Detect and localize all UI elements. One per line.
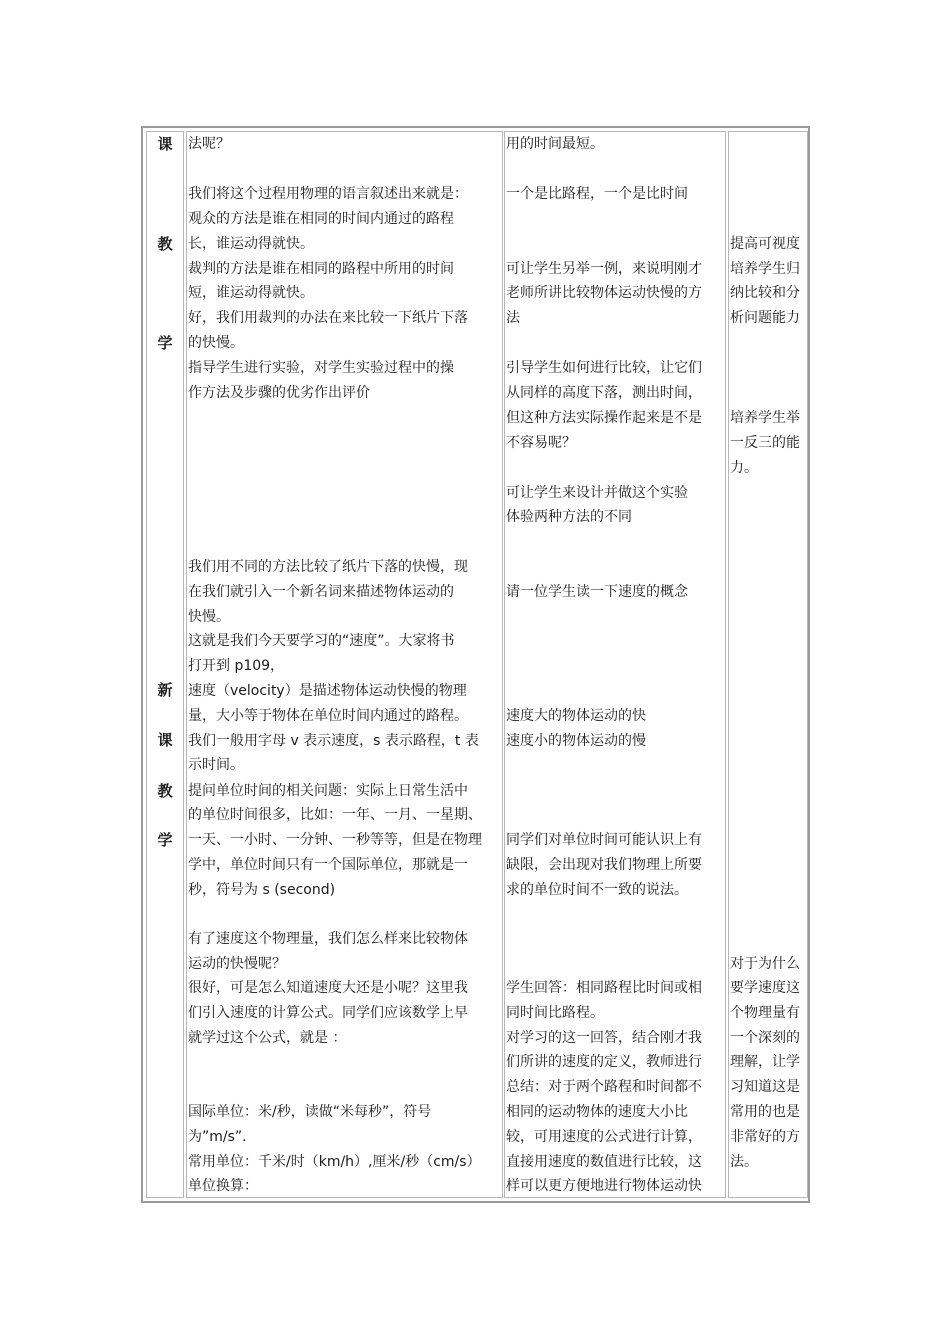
activity-line: 引导学生如何进行比较，让它们: [506, 360, 702, 376]
lesson-plan-table: [141, 126, 810, 1203]
activity-line: 总结：对于两个路程和时间都不: [506, 1079, 702, 1095]
content-line: 长，谁运动得就快。: [188, 236, 314, 252]
content-line: 我们将这个过程用物理的语言叙述出来就是：: [188, 186, 468, 202]
intent-line: 常用的也是: [730, 1104, 800, 1120]
content-line: 裁判的方法是谁在相同的路程中所用的时间: [188, 261, 454, 277]
content-line: 这就是我们今天要学习的“速度”。大家将书: [188, 633, 455, 649]
content-line: 的快慢。: [188, 335, 244, 351]
intent-line: 提高可视度: [730, 236, 800, 252]
activity-line: 可让学生另举一例，来说明刚才: [506, 261, 702, 277]
intent-line: 培养学生归: [730, 261, 800, 277]
intent-line: 力。: [730, 460, 758, 476]
section-label: 课: [157, 731, 173, 749]
teaching-content-column: [186, 131, 503, 1198]
intent-line: 一反三的能: [730, 435, 800, 451]
content-line: 观众的方法是谁在相同的时间内通过的路程: [188, 211, 454, 227]
content-line: 短，谁运动得就快。: [188, 285, 314, 301]
content-line: 很好，可是怎么知道速度大还是小呢？这里我: [188, 980, 468, 996]
content-line: 快慢。: [188, 609, 230, 625]
intent-line: 个物理量有: [730, 1005, 800, 1021]
content-line: 在我们就引入一个新名词来描述物体运动的: [188, 584, 454, 600]
content-line: 单位换算：: [188, 1178, 258, 1194]
activity-line: 缺限，会出现对我们物理上所要: [506, 857, 702, 873]
content-line: 就学过这个公式，就是 ：: [188, 1030, 347, 1046]
content-line: 一天、一小时、一分钟、一秒等等，但是在物理: [188, 832, 482, 848]
intent-line: 要学速度这: [730, 980, 800, 996]
activity-line: 求的单位时间不一致的说法。: [506, 882, 688, 898]
intent-line: 对于为什么: [730, 956, 800, 972]
section-label: 教: [157, 782, 173, 800]
intent-line: 法。: [730, 1154, 758, 1170]
content-line: 速度（velocity）是描述物体运动快慢的物理: [188, 683, 467, 699]
intent-line: 析问题能力: [730, 310, 800, 326]
content-line: 的单位时间很多，比如：一年、一月、一星期、: [188, 807, 482, 823]
section-label: 学: [157, 831, 173, 849]
section-label: 课: [157, 135, 173, 153]
content-line: 作方法及步骤的优劣作出评价: [188, 385, 370, 401]
activity-line: 请一位学生读一下速度的概念: [506, 584, 688, 600]
activity-line: 用的时间最短。: [506, 136, 604, 152]
content-line: 国际单位：米/秒，读做“米每秒”，符号: [188, 1104, 432, 1120]
content-line: 提问单位时间的相关问题：实际上日常生活中: [188, 783, 468, 799]
section-label: 学: [157, 334, 173, 352]
activity-line: 可让学生来设计并做这个实验: [506, 485, 688, 501]
intent-line: 培养学生举: [730, 410, 800, 426]
activity-line: 对学习的这一回答，结合刚才我: [506, 1030, 702, 1046]
content-line: 打开到 p109，: [188, 658, 285, 674]
activity-line: 们所讲的速度的定义，教师进行: [506, 1054, 702, 1070]
activity-line: 但这种方法实际操作起来是不是: [506, 410, 702, 426]
activity-line: 从同样的高度下落，测出时间，: [506, 385, 702, 401]
intent-line: 习知道这是: [730, 1079, 800, 1095]
activity-line: 相同的运动物体的速度大小比: [506, 1104, 688, 1120]
intent-line: 非常好的方: [730, 1129, 800, 1145]
content-line: 指导学生进行实验，对学生实验过程中的操: [188, 360, 454, 376]
activity-line: 老师所讲比较物体运动快慢的方: [506, 285, 702, 301]
activity-line: 较，可用速度的公式进行计算，: [506, 1129, 702, 1145]
activities-column: [504, 131, 726, 1198]
content-line: 有了速度这个物理量，我们怎么样来比较物体: [188, 931, 468, 947]
activity-line: 直接用速度的数值进行比较，这: [506, 1154, 702, 1170]
section-label-column: [146, 131, 184, 1198]
activity-line: 体验两种方法的不同: [506, 509, 632, 525]
content-line: 我们用不同的方法比较了纸片下落的快慢，现: [188, 559, 468, 575]
content-line: 为”m/s”.: [188, 1129, 247, 1145]
activity-line: 速度大的物体运动的快: [506, 708, 646, 724]
intent-line: 理解，让学: [730, 1054, 800, 1070]
activity-line: 一个是比路程，一个是比时间: [506, 186, 688, 202]
activity-line: 法: [506, 310, 520, 326]
content-line: 运动的快慢呢？: [188, 956, 286, 972]
content-line: 们引入速度的计算公式。同学们应该数学上早: [188, 1005, 468, 1021]
activity-line: 学生回答：相同路程比时间或相: [506, 980, 702, 996]
content-line: 法呢？: [188, 136, 230, 152]
content-line: 我们一般用字母 v 表示速度，s 表示路程，t 表: [188, 733, 479, 749]
section-label: 新: [157, 681, 173, 699]
intent-line: 一个深刻的: [730, 1030, 800, 1046]
activity-line: 同学们对单位时间可能认识上有: [506, 832, 702, 848]
content-line: 秒，符号为 s (second): [188, 882, 336, 898]
intent-line: 纳比较和分: [730, 285, 800, 301]
content-line: 常用单位：千米/时（km/h）,厘米/秒（cm/s）: [188, 1154, 481, 1170]
design-intent-column: [728, 131, 808, 1198]
section-label: 教: [157, 235, 173, 253]
activity-line: 速度小的物体运动的慢: [506, 733, 646, 749]
activity-line: 样可以更方便地进行物体运动快: [506, 1178, 702, 1194]
content-line: 好，我们用裁判的办法在来比较一下纸片下落: [188, 310, 468, 326]
content-line: 示时间。: [188, 757, 244, 773]
activity-line: 不容易呢？: [506, 435, 576, 451]
content-line: 量，大小等于物体在单位时间内通过的路程。: [188, 708, 468, 724]
content-line: 学中，单位时间只有一个国际单位，那就是一: [188, 857, 468, 873]
activity-line: 同时间比路程。: [506, 1005, 604, 1021]
